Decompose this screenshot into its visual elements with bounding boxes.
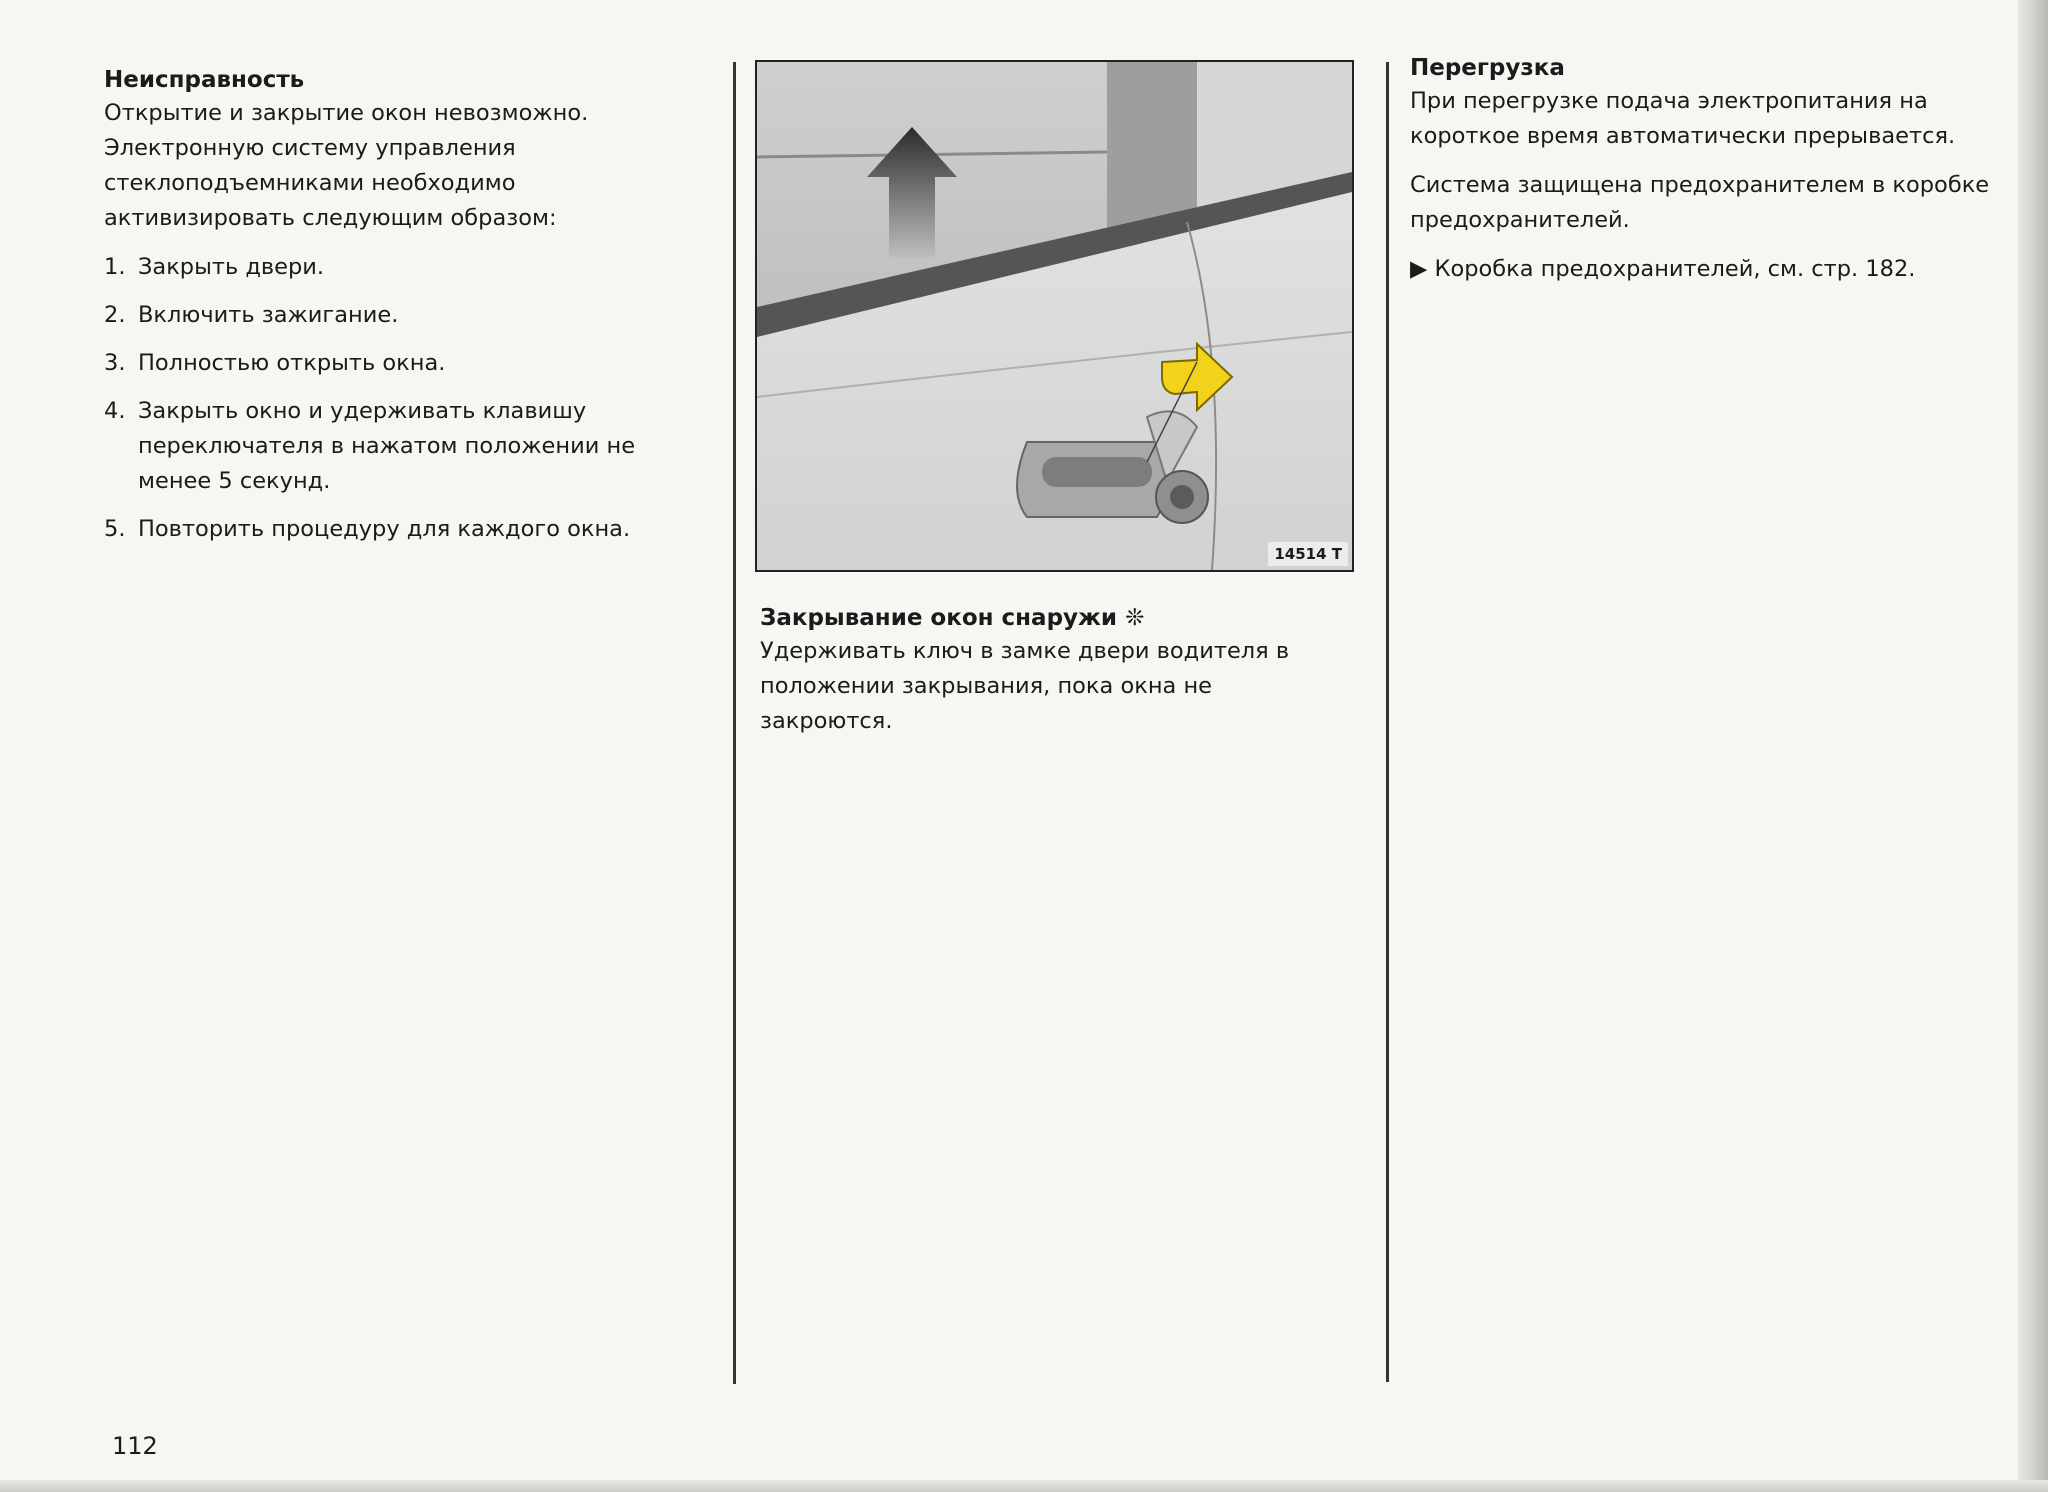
door-drawing [757,62,1352,570]
reference-arrow-icon: ▶ [1410,256,1428,282]
column-divider-left [733,62,736,1384]
step-item [104,394,704,499]
step-text: Включить зажигание. [138,302,399,328]
column-divider-right [1386,62,1389,1382]
step-text: Полностью открыть окна. [138,350,446,376]
section-heading-overload: Перегрузка [1410,55,1565,81]
snowflake-icon: ❊ [1125,605,1145,631]
closing-text: Удерживать ключ в замке двери водителя в положении закрывания, пока окна не закроются. [760,638,1290,734]
step-item [104,346,704,381]
fusebox-reference [1410,252,1995,287]
step-number: 4. [104,398,126,424]
figure-code: 14514 T [1268,542,1348,566]
section-heading-closing-from-outside [760,602,1320,634]
step-text: Закрыть двери. [138,254,325,280]
section-heading-malfunction: Неисправность [104,67,305,93]
closing-heading-text: Закрывание окон снаружи [760,605,1118,631]
door-pillar [1107,62,1197,232]
page-bottom-edge [0,1480,2048,1492]
procedure-steps [104,250,704,547]
key-slot [1170,485,1194,509]
middle-column [760,602,1320,753]
reference-text: Коробка предохранителей, см. стр. 182. [1434,256,1916,282]
car-door-illustration [755,60,1354,572]
step-number: 5. [104,516,126,542]
step-item [104,512,704,547]
left-column [104,64,704,560]
step-item [104,250,704,285]
right-column [1410,52,1995,301]
overload-paragraph-2: Система защищена предохранителем в коробке предохранителей. [1410,172,1990,233]
step-number: 3. [104,350,126,376]
page-edge-shadow [2018,0,2048,1492]
step-number: 2. [104,302,126,328]
step-text: Повторить процедуру для каждого окна. [138,516,631,542]
step-number: 1. [104,254,126,280]
page-number: 112 [112,1432,158,1460]
step-item [104,298,704,333]
malfunction-intro: Открытие и закрытие окон невозможно. Электронную систему управления стеклоподъемниками необходимо активизировать следующим образом: [104,100,589,231]
step-text: Закрыть окно и удерживать клавишу переключателя в нажатом положении не менее 5 секунд. [138,398,636,494]
door-handle [1042,457,1152,487]
overload-paragraph-1: При перегрузке подача электропитания на короткое время автоматически прерывается. [1410,88,1956,149]
